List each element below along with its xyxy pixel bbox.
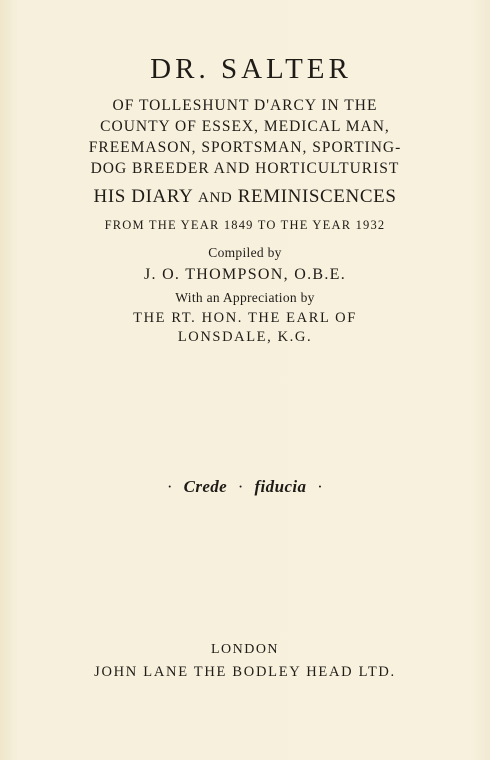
diary-heading-part-1: HIS DIARY	[93, 186, 193, 207]
appreciator-line-1: THE RT. HON. THE EARL OF	[133, 310, 357, 326]
motto-separator-right: ·	[317, 477, 324, 496]
year-range: FROM THE YEAR 1849 TO THE YEAR 1932	[104, 218, 386, 232]
subtitle-line-3: FREEMASON, SPORTSMAN, SPORTING-	[88, 139, 402, 156]
publisher-name: JOHN LANE THE BODLEY HEAD LTD.	[94, 664, 396, 680]
publication-city: LONDON	[210, 642, 280, 657]
diary-heading-part-3: REMINISCENCES	[237, 186, 397, 207]
motto-separator-middle: ·	[237, 477, 244, 496]
publisher-motto	[0, 476, 490, 498]
subtitle-line-2: COUNTY OF ESSEX, MEDICAL MAN,	[100, 118, 390, 135]
book-title: DR. SALTER	[150, 53, 352, 85]
motto-word-1: Crede	[183, 477, 228, 496]
compiler-name: J. O. THOMPSON, O.B.E.	[143, 266, 347, 283]
diary-heading	[0, 185, 490, 210]
appreciator-line-2: LONSDALE, K.G.	[177, 329, 313, 345]
appreciation-label: With an Appreciation by	[175, 290, 315, 305]
motto-separator-left: ·	[166, 477, 173, 496]
diary-heading-part-2: AND	[198, 190, 233, 206]
subtitle-line-4: DOG BREEDER AND HORTICULTURIST	[90, 160, 400, 177]
subtitle-line-1: OF TOLLESHUNT D'ARCY IN THE	[112, 97, 378, 114]
motto-word-2: fiducia	[254, 477, 307, 496]
compiled-by-label: Compiled by	[208, 245, 282, 260]
